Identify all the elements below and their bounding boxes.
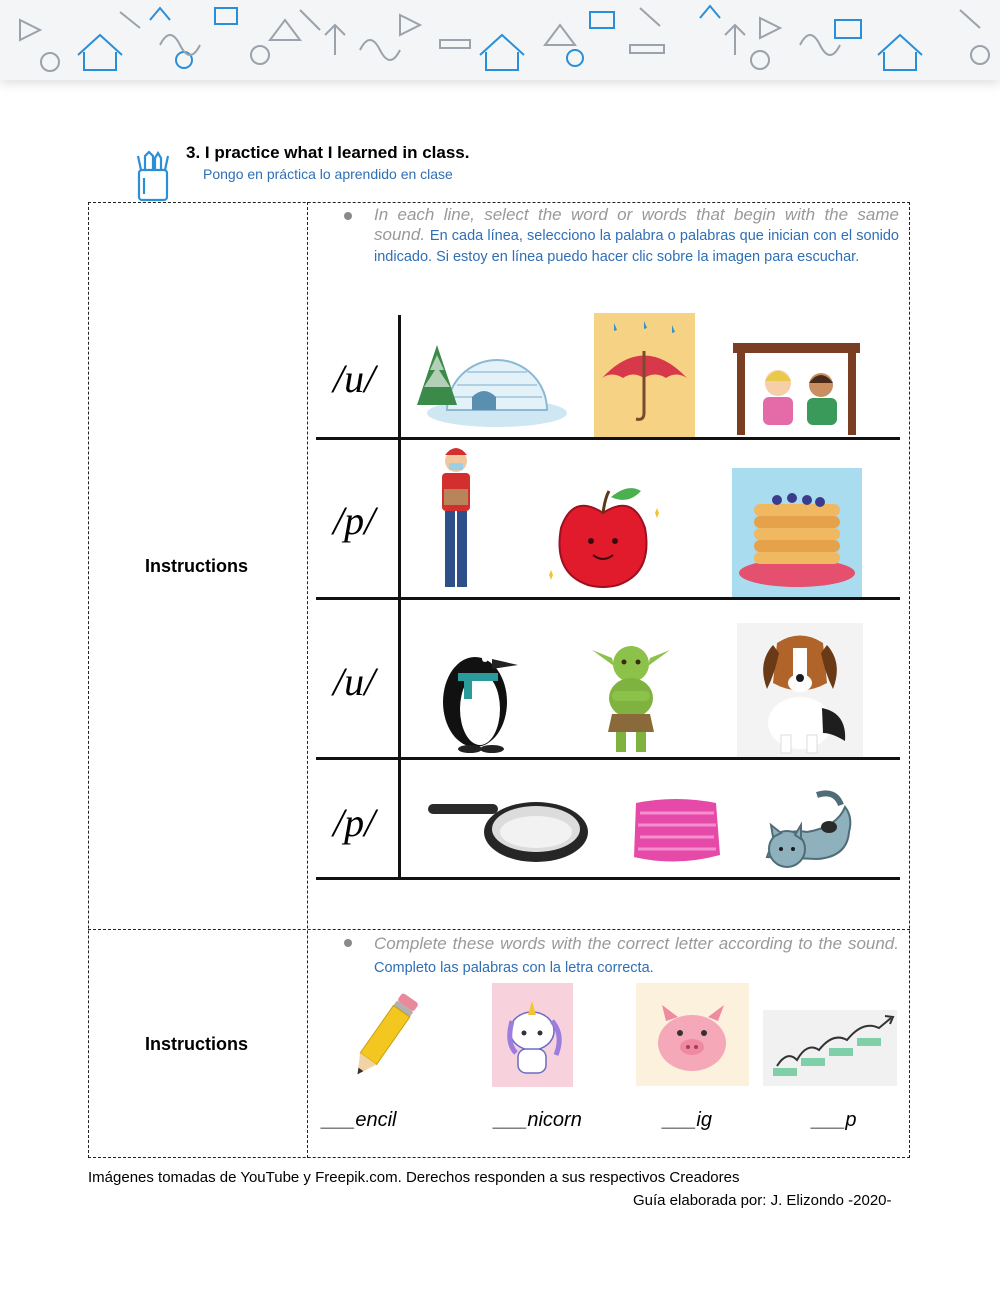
section-subtitle: Pongo en práctica lo aprendido en clase: [203, 166, 453, 182]
under-table-picture[interactable]: [733, 343, 860, 435]
instructions-label: Instructions: [145, 1034, 249, 1054]
sound-label: /u/: [333, 659, 376, 704]
apple-picture[interactable]: [543, 483, 663, 595]
instruction-spanish: En cada línea, selecciono la palabra o palabras que inician con el sonido indicado. Si estoy en línea puedo hacer clic sobre la imagen para escuchar.: [374, 228, 899, 265]
instruction-english: In each line, select the word or words that begin with the same sound.: [374, 205, 899, 244]
pan-picture[interactable]: [428, 782, 590, 870]
blank-word: ___nicorn: [494, 1109, 582, 1131]
school-doodles-pattern: [0, 0, 1000, 80]
pencil-picture[interactable]: [345, 985, 425, 1085]
author-credit: Guía elaborada por: J. Elizondo -2020-: [633, 1192, 892, 1209]
umbrella-picture[interactable]: [594, 313, 695, 437]
section-title: 3. I practice what I learned in class.: [186, 143, 470, 162]
instructions-label: Instructions: [145, 556, 249, 576]
table-row-divider: [88, 929, 910, 930]
pancakes-picture[interactable]: [732, 468, 862, 597]
image-credits: Imágenes tomadas de YouTube y Freepik.com. Derechos responden a sus respectivos Creadores: [88, 1169, 740, 1186]
delivery-man-picture[interactable]: [430, 443, 482, 595]
sound-label: /p/: [333, 800, 376, 845]
blank-word: ___p: [812, 1109, 857, 1131]
pink-paint-picture[interactable]: [630, 793, 722, 867]
instruction-spanish: Completo las palabras con la letra correcta.: [374, 960, 654, 976]
unicorn-picture[interactable]: [492, 983, 573, 1087]
bullet-icon: [344, 212, 352, 220]
sound-grid-line: [316, 597, 900, 600]
penguin-picture[interactable]: [430, 637, 525, 754]
igloo-picture[interactable]: [412, 325, 567, 430]
bullet-icon: [344, 939, 352, 947]
beagle-dog-picture[interactable]: [737, 623, 863, 757]
pencil-cup-icon: [136, 150, 170, 202]
cat-picture[interactable]: [757, 787, 859, 875]
sound-label: /u/: [333, 356, 376, 401]
sound-grid-line: [316, 757, 900, 760]
instruction-text: [374, 205, 899, 267]
goblin-picture[interactable]: [592, 636, 670, 757]
sound-grid-line: [316, 877, 900, 880]
instruction-text: [374, 932, 899, 980]
decorative-header-banner: [0, 0, 1000, 80]
blank-word: ___encil: [322, 1109, 397, 1131]
sound-label: /p/: [333, 498, 376, 543]
sound-grid-line: [316, 437, 900, 440]
instruction-english: Complete these words with the correct letter according to the sound.: [374, 934, 899, 953]
steps-up-picture[interactable]: [763, 1010, 897, 1086]
blank-word: ___ig: [663, 1109, 712, 1131]
pig-picture[interactable]: [636, 983, 749, 1086]
table-column-divider: [307, 202, 308, 1158]
